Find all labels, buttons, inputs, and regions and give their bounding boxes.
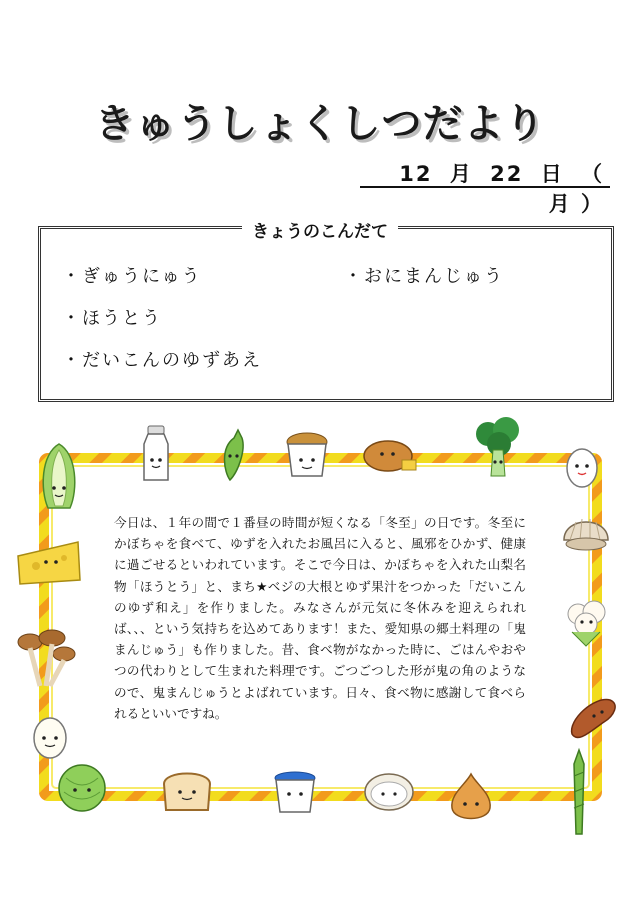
cauliflower-icon: [564, 598, 610, 648]
clam-icon: [560, 510, 612, 554]
date-weekday: （ 月 ）: [548, 162, 604, 216]
date-month-unit: 月: [449, 162, 473, 186]
onion-icon: [446, 770, 496, 828]
rice-bowl-icon: [362, 772, 416, 816]
boiled-egg-icon: [28, 712, 72, 762]
menu-item-milk: ・ぎゅうにゅう: [62, 266, 202, 287]
date-month: 12: [399, 162, 433, 186]
broccoli-icon: [472, 416, 526, 480]
menu-item-daikon: ・だいこんのゆずあえ: [62, 350, 262, 371]
asparagus-icon: [562, 746, 596, 838]
menu-heading: [0, 217, 640, 242]
chinese-cabbage-icon: [36, 440, 82, 512]
milk-bottle-icon: [136, 424, 176, 484]
page-title: きゅうしょくしつだより: [94, 101, 546, 147]
menu-heading-label: きょうのこんだて: [242, 222, 398, 242]
cheese-icon: [14, 536, 84, 588]
date-day: 22: [490, 162, 524, 186]
egg-icon: [562, 442, 602, 490]
menu-item-houtou: ・ほうとう: [62, 308, 162, 329]
menu-item-oni-manju: ・おにまんじゅう: [344, 266, 504, 287]
sausage-icon: [564, 690, 620, 746]
message-text: 今日は、１年の間で１番昼の時間が短くなる「冬至」の日です。冬至にかぼちゃを食べて、ゆずを入れたお風呂に入ると、風邪をひかず、健康に過ごせるといわれています。そこで今日は、かぼちゃを入れた山梨名物「ほうとう」と、まち★ベジの大根とゆず果汁をつかった「だいこんのゆず和え」を作りました。みなさんが元気に冬休みを迎えられれば、、、という気持ちを込めてあります！また、愛知県の郷土料理の「鬼まんじゅう」も作りました。昔、食べ物がなかった時に、ごはんやおやつの代わりとして生まれた料理です。ごつごつした形が鬼の角のようなので、鬼まんじゅうとよばれています。日々、食べ物に感謝して食べられるといいですね。: [114, 515, 527, 721]
bread-roll-icon: [362, 436, 420, 476]
date-day-unit: 日: [540, 162, 564, 186]
yogurt-icon: [270, 768, 320, 818]
mushroom-icon: [12, 628, 78, 690]
toast-icon: [158, 766, 216, 814]
natto-icon: [282, 428, 332, 482]
okra-icon: [216, 428, 252, 482]
cabbage-icon: [52, 762, 112, 814]
date-line: [360, 158, 610, 216]
